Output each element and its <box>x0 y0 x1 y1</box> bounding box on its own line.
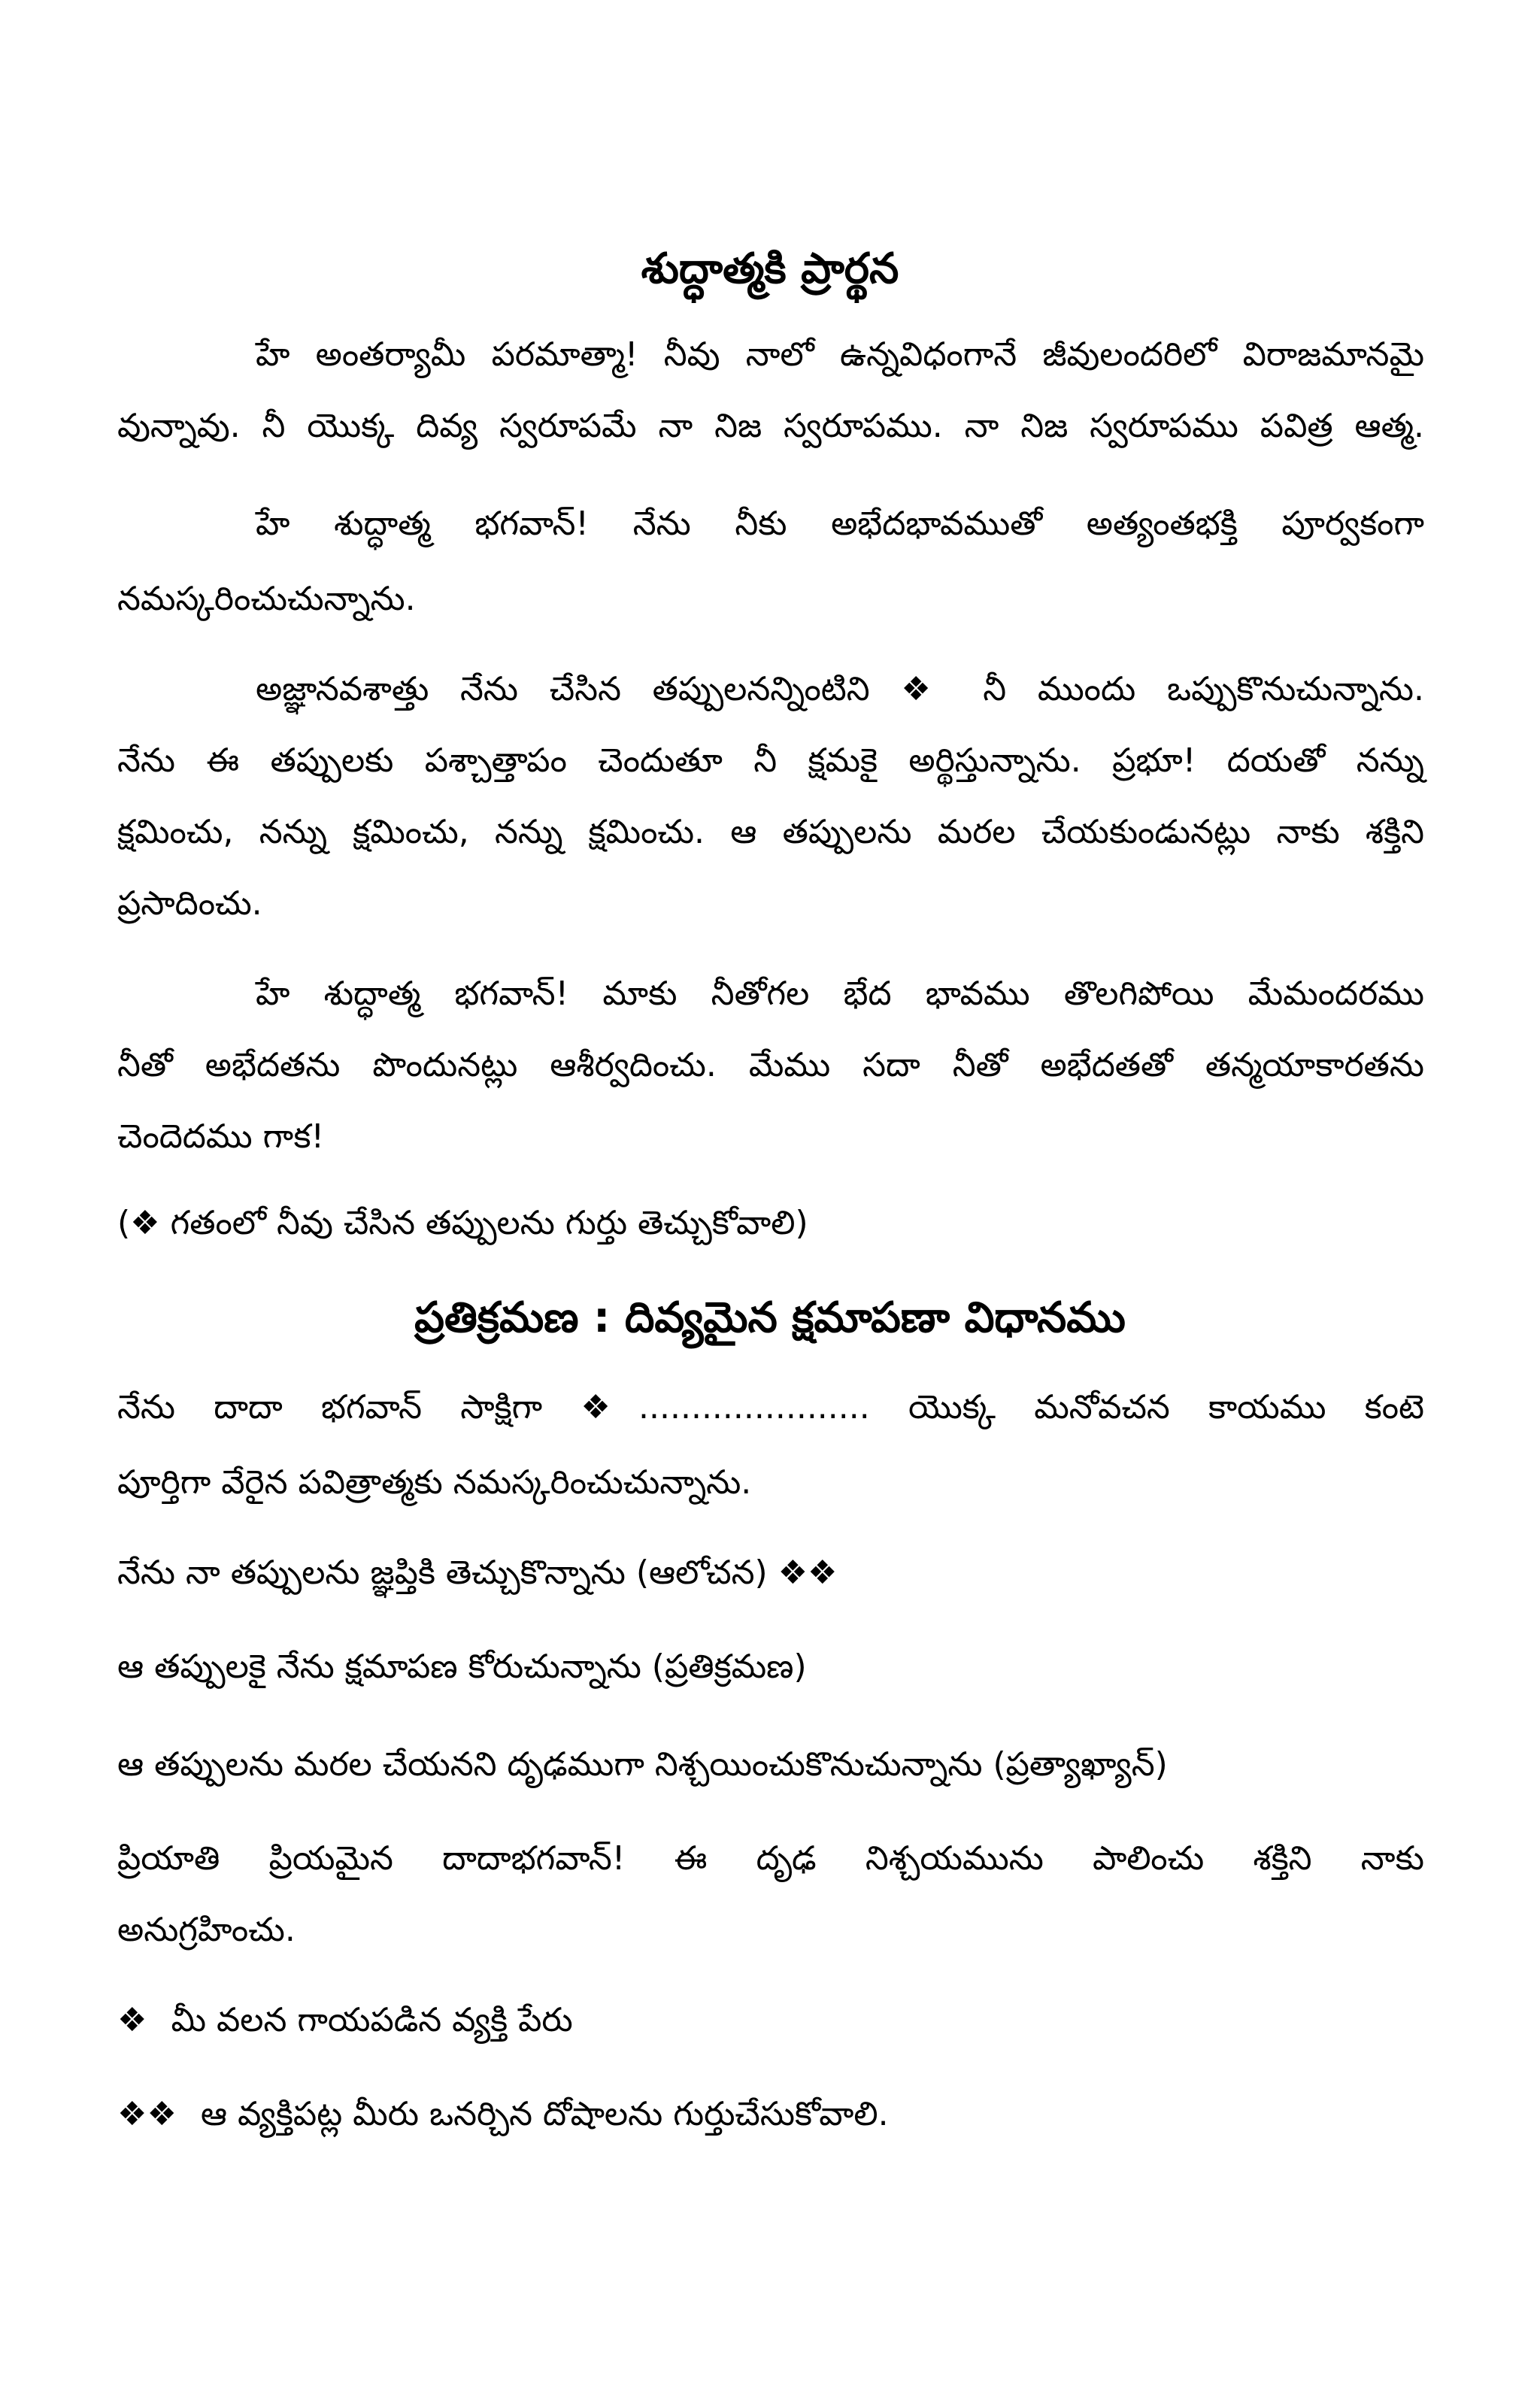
prayer-paragraph-2-line-1: హే శుద్ధాత్మ భగవాన్! నేను నీకు అభేదభావముతో అత్యంతభక్తి పూర్వకంగా <box>256 505 1424 543</box>
prayer-paragraph-3-line-4: ప్రసాదించు. <box>117 884 262 923</box>
prayer-paragraph-3-line-3: క్షమించు, నన్ను క్షమించు, నన్ను క్షమించు. ఆ తప్పులను మరల చేయకుండునట్లు నాకు శక్తిని <box>117 813 1424 851</box>
prayer-paragraph-3-line-2: నేను ఈ తప్పులకు పశ్చాత్తాపం చెందుతూ నీ క్షమకై అర్థిస్తున్నాను. ప్రభూ! దయతో నన్ను <box>117 741 1424 780</box>
prayer-footnote: (❖ గతంలో నీవు చేసిన తప్పులను గుర్తు తెచ్చుకోవాలి) <box>117 1204 808 1242</box>
pratikramana-pratyakhyan-line: ఆ తప్పులను మరల చేయనని దృఢముగా నిశ్చయించుకొనుచున్నాను (ప్రత్యాఖ్యాన్) <box>117 1745 1168 1784</box>
prayer-paragraph-1-line-2: వున్నావు. నీ యొక్క దివ్య స్వరూపమే నా నిజ స్వరూపము. నా నిజ స్వరూపము పవిత్ర ఆత్మ. <box>117 407 1424 445</box>
pratikramana-pratikramana-line: ఆ తప్పులకై నేను క్షమాపణ కోరుచున్నాను (ప్రతిక్రమణ) <box>117 1648 807 1686</box>
prayer-paragraph-2-line-2: నమస్కరించుచున్నాను. <box>117 580 416 618</box>
footnote-1-text: మీ వలన గాయపడిన వ్యక్తి పేరు <box>171 2001 573 2039</box>
pratikramana-paragraph-5-line-1: ప్రియాతి ప్రియమైన దాదాభగవాన్! ఈ దృఢ నిశ్చయమును పాలించు శక్తిని నాకు <box>117 1839 1424 1878</box>
prayer-paragraph-1-line-1: హే అంతర్యామీ పరమాత్మా! నీవు నాలో ఉన్నవిధంగానే జీవులందరిలో విరాజమానమై <box>256 335 1424 374</box>
pratikramana-paragraph-1-line-2: పూర్తిగా వేరైన పవిత్రాత్మకు నమస్కరించుచున్నాను. <box>117 1463 752 1502</box>
pratikramana-paragraph-5-line-2: అనుగ్రహించు. <box>117 1911 296 1949</box>
prayer-paragraph-4-line-1: హే శుద్ధాత్మ భగవాన్! మాకు నీతోగల భేద భావము తొలగిపోయి మేమందరము <box>256 975 1424 1013</box>
footnote-2-text: ఆ వ్యక్తిపట్ల మీరు ఒనర్చిన దోషాలను గుర్తుచేసుకోవాలి. <box>200 2095 889 2133</box>
prayer-paragraph-3-line-1: అజ్ఞానవశాత్తు నేను చేసిన తప్పులనన్నింటిని ❖ నీ ముందు ఒప్పుకొనుచున్నాను. <box>256 670 1424 708</box>
prayer-paragraph-4-line-3: చెందెదము గాక! <box>117 1117 325 1156</box>
diamond-bullet-icon: ❖ <box>117 2001 147 2039</box>
pratikramana-title: ప్రతిక్రమణ : దివ్యమైన క్షమాపణా విధానము <box>414 1293 1126 1342</box>
pratikramana-paragraph-1-line-1: నేను దాదా భగవాన్ సాక్షిగా ❖...................... యొక్క మనోవచన కాయము కంటె <box>117 1388 1424 1426</box>
footnote-2 <box>117 2095 1424 2133</box>
prayer-paragraph-4-line-2: నీతో అభేదతను పొందునట్లు ఆశీర్వదించు. మేము సదా నీతో అభేదతతో తన్మయాకారతను <box>117 1046 1424 1084</box>
double-diamond-bullet-icon: ❖❖ <box>117 2095 177 2133</box>
pratikramana-alochana-line: నేను నా తప్పులను జ్ఞప్తికి తెచ్చుకొన్నాను (ఆలోచన) ❖❖ <box>117 1554 838 1592</box>
footnote-1 <box>117 2001 1424 2039</box>
prayer-title: శుద్ధాత్మకి ప్రార్థన <box>641 244 899 293</box>
